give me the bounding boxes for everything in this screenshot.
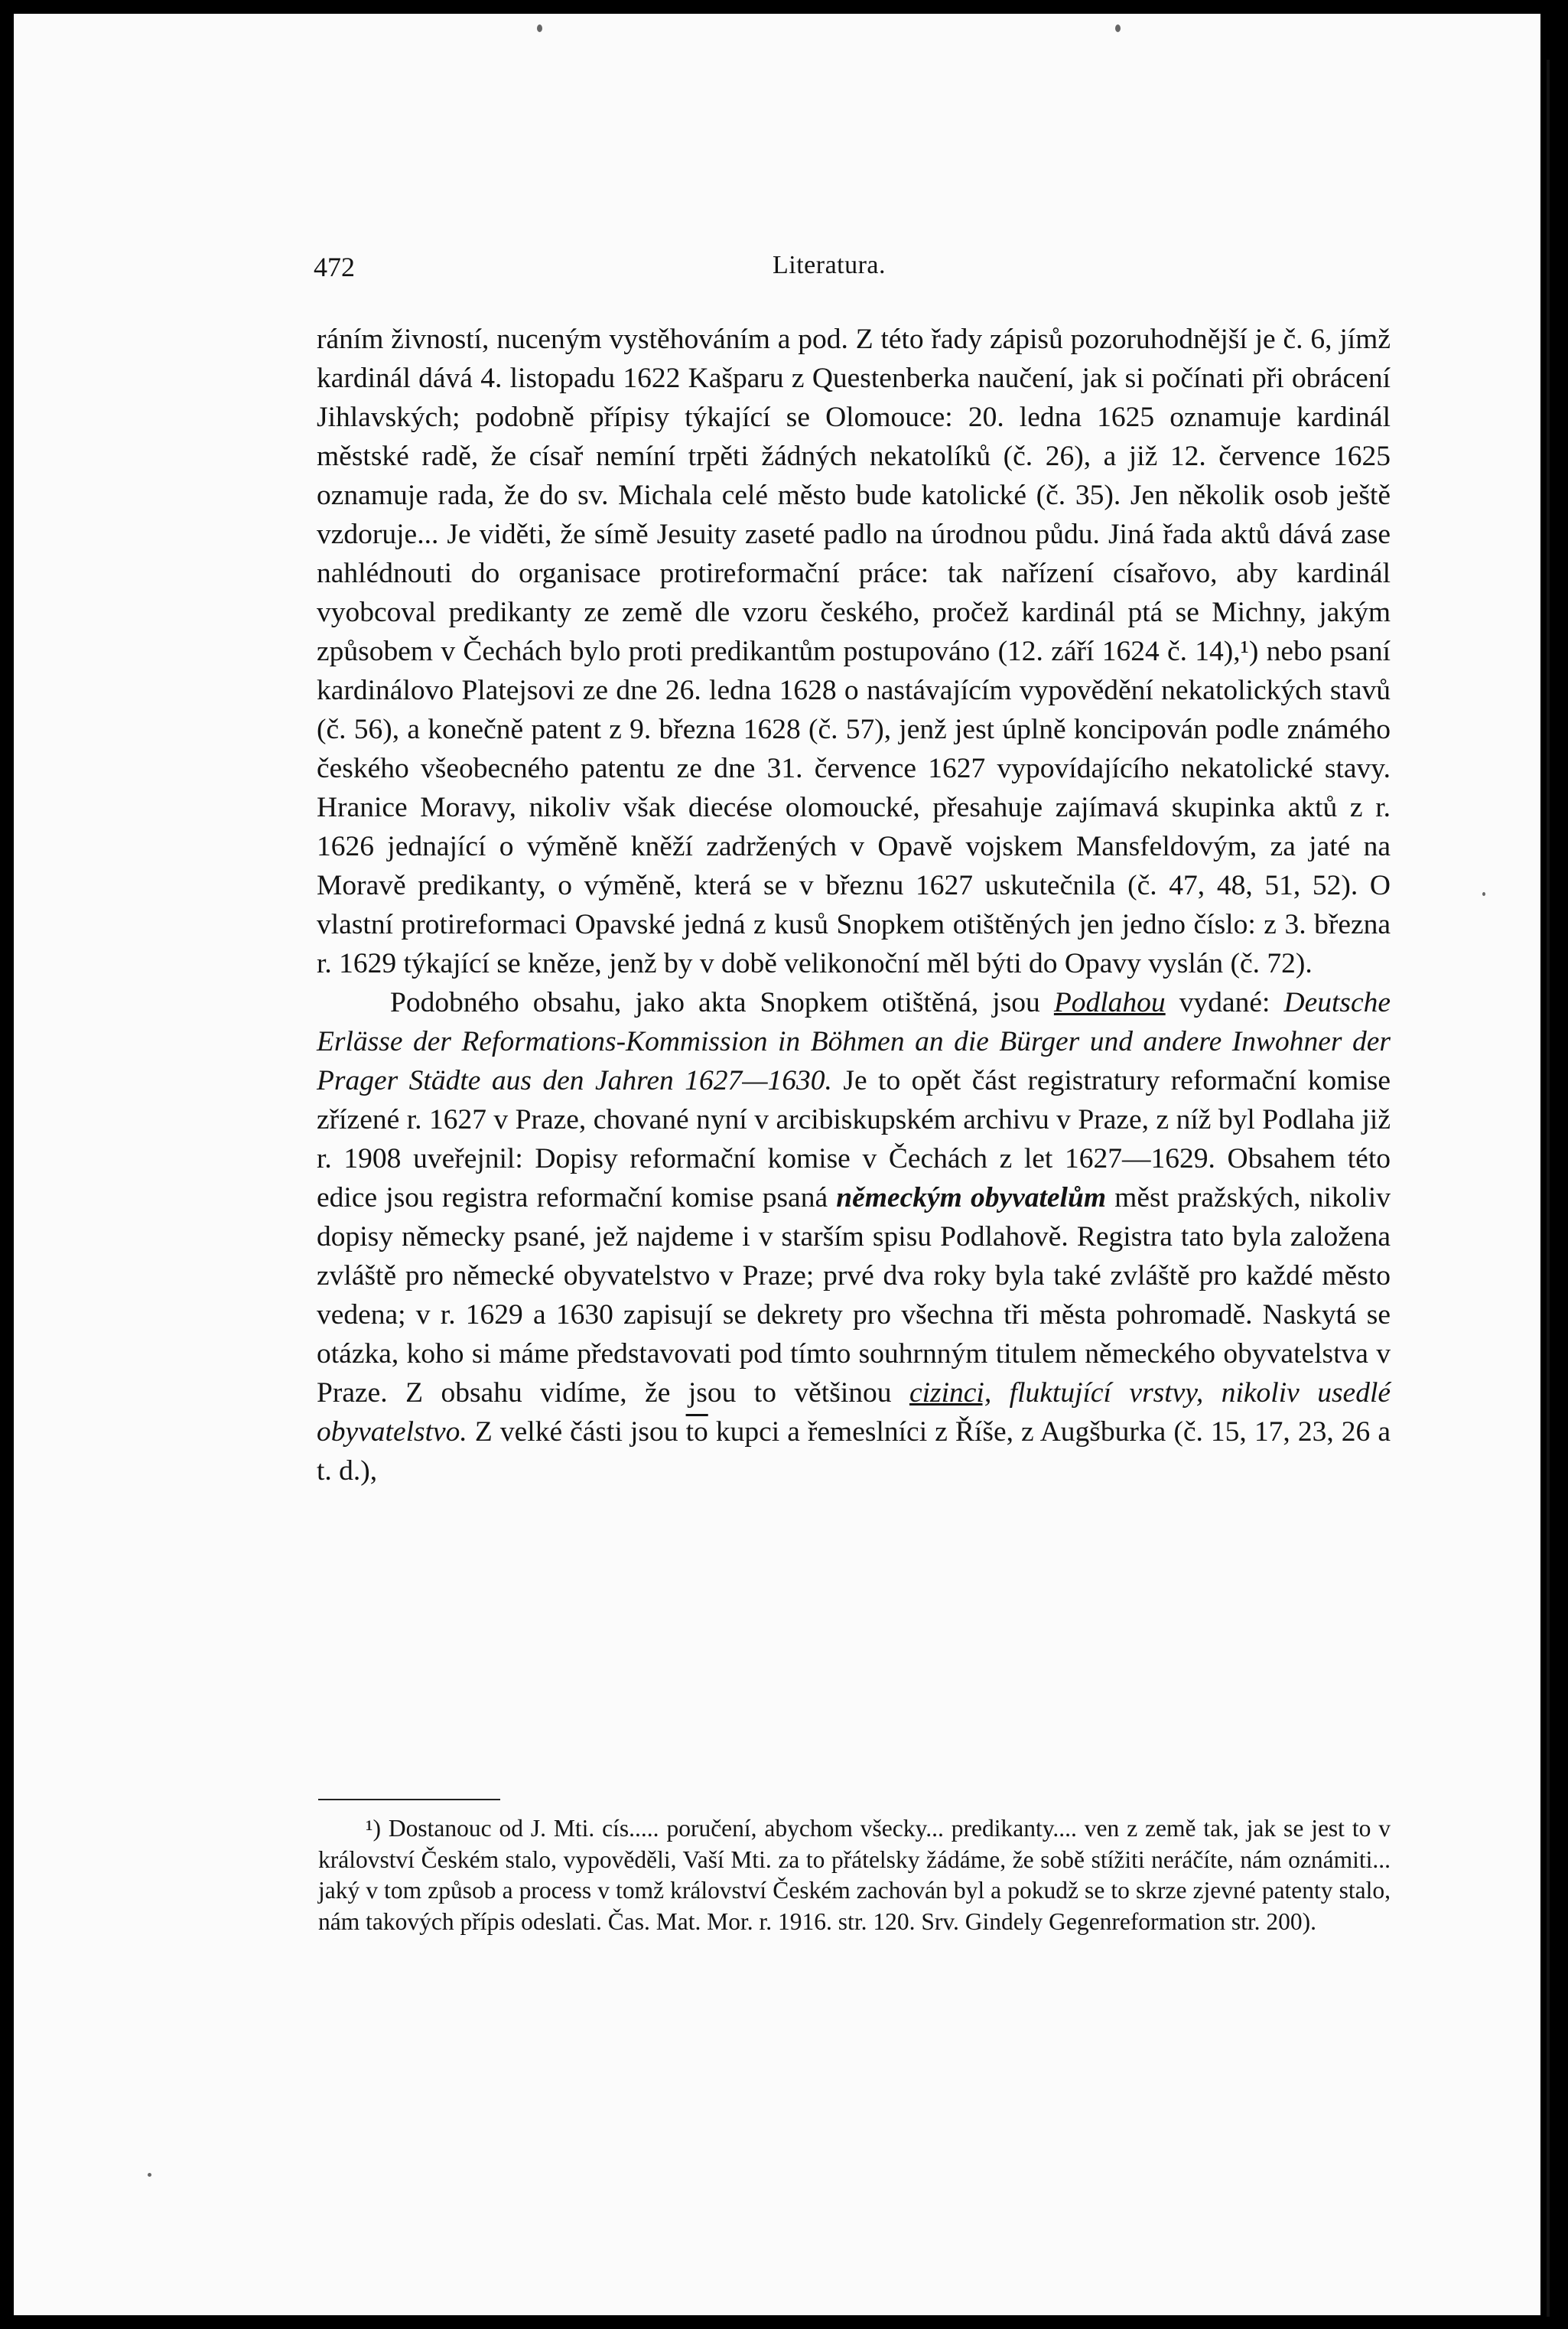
p2-part-b: měst pražských, nikoliv dopisy německy psané, jež najdeme i v starším spisu Podlahově. Registra tato byla založena zvláště pro německé obyvatelstvo v Praze; prvé dva roky byla také zvláště pro každé město vedena; v r. 1629 a 1630 zapisují se dekrety pro všechna tři města pohromadě. Naskytá se otázka, koho si máme představovati pod tímto souhrnným titulem německého obyvatelstva v Praze. Z obsahu vidíme, že jsou to většinou <box>317 1182 1391 1409</box>
p2-part-c: Z velké části jsou <box>474 1416 678 1448</box>
dust-speck <box>148 2173 151 2177</box>
footnote <box>318 1813 1391 1937</box>
p2-edited: vydané: <box>1179 987 1270 1018</box>
p2-part-d: kupci a řemeslníci z Říše, z Augšburka (č. 15, 17, 23, 26 a t. d.), <box>317 1416 1391 1487</box>
dust-speck <box>1115 24 1121 32</box>
author-name-podlaha: Podlahou <box>1053 987 1166 1018</box>
footnote-marker: ¹) <box>366 1815 381 1842</box>
footnote-separator <box>318 1799 500 1800</box>
emphasis-fluctuating-strata: fluktující vrstvy, nikoliv usedlé obyvatelstvo. <box>317 1377 1391 1448</box>
dust-speck <box>1482 892 1485 896</box>
footnote-paragraph <box>318 1813 1391 1937</box>
cited-book-title: Deutsche Erlässe der Reformations-Kommission in Böhmen an die Bürger und andere Inwohner der Prager Städte aus den Jahren 1627—1630. <box>317 987 1391 1096</box>
footnote-text: Dostanouc od J. Mti. cís..... poručení, abychom všecky... predikanty.... ven z země tak, jak se jest to v království Českém stalo, vypověděli, Vaší Mti. za to přátelsky žádáme, že sobě stížiti neráčíte, nám oznámiti... jaký v tom způsob a process v tomž království Českém zachován byl a pokudž se to skrze zjevné patenty stalo, nám takových přípis odeslati. Čas. Mat. Mor. r. 1916. str. 120. Srv. Gindely Gegenreformation str. 200). <box>318 1815 1391 1935</box>
emphasis-german-inhabitants: německým obyvatelům <box>836 1182 1106 1213</box>
dust-speck <box>537 24 542 32</box>
p2-part-a: Je to opět část registratury reformační komise zřízené r. 1627 v Praze, chované nyní v arcibiskupském archivu v Praze, z níž byl Podlaha již r. 1908 uveřejnil: Dopisy reformační komise v Čechách z let 1627—1629. Obsahem této edice jsou registra reformační komise psaná <box>317 1065 1391 1213</box>
binding-edge-line <box>1547 60 1550 2317</box>
main-text <box>317 320 1391 1490</box>
running-title: Literatura. <box>773 251 886 279</box>
emphasis-foreigners: cizinci, <box>909 1377 992 1409</box>
page-header <box>309 251 1395 289</box>
p2-intro: Podobného obsahu, jako akta Snopkem otištěná, jsou <box>390 987 1040 1018</box>
paragraph-2 <box>317 983 1391 1490</box>
page <box>14 14 1540 2315</box>
page-number: 472 <box>314 252 355 282</box>
p2-to: $\overline{to}$ <box>685 1416 708 1448</box>
paragraph-1: ráním živností, nuceným vystěhováním a pod. Z této řady zápisů pozoruhodnější je č. 6, jímž kardinál dává 4. listopadu 1622 Kašparu z Questenberka naučení, jak si počínati při obrácení Jihlavských; podobně přípisy týkající se Olomouce: 20. ledna 1625 oznamuje kardinál městské radě, že císař nemíní trpěti žádných nekatolíků (č. 26), a již 12. července 1625 oznamuje rada, že do sv. Michala celé město bude katolické (č. 35). Jen několik osob ještě vzdoruje... Je viděti, že símě Jesuity zaseté padlo na úrodnou půdu. Jiná řada aktů dává zase nahlédnouti do organisace protireformační práce: tak nařízení císařovo, aby kardinál vyobcoval predikanty ze země dle vzoru českého, pročež kardinál ptá se Michny, jakým způsobem v Čechách bylo proti predikantům postupováno (12. září 1624 č. 14),¹) nebo psaní kardinálovo Platejsovi ze dne 26. ledna 1628 o nastávajícím vypovědění nekatolických stavů (č. 56), a konečně patent z 9. března 1628 (č. 57), jenž jest úplně koncipován podle známého českého všeobecného patentu ze dne 31. července 1627 vypovídajícího nekatolické stavy. Hranice Moravy, nikoliv však diecése olomoucké, přesahuje zajímavá skupinka aktů z r. 1626 jednající o výměně kněží zadržených v Opavě vojskem Mansfeldovým, za jaté na Moravě predikanty, o výměně, která se v březnu 1627 uskutečnila (č. 47, 48, 51, 52). O vlastní protireformaci Opavské jedná z kusů Snopkem otištěných jen jedno číslo: z 3. března r. 1629 týkající se kněze, jenž by v době velikonoční měl býti do Opavy vyslán (č. 72). <box>317 324 1391 979</box>
